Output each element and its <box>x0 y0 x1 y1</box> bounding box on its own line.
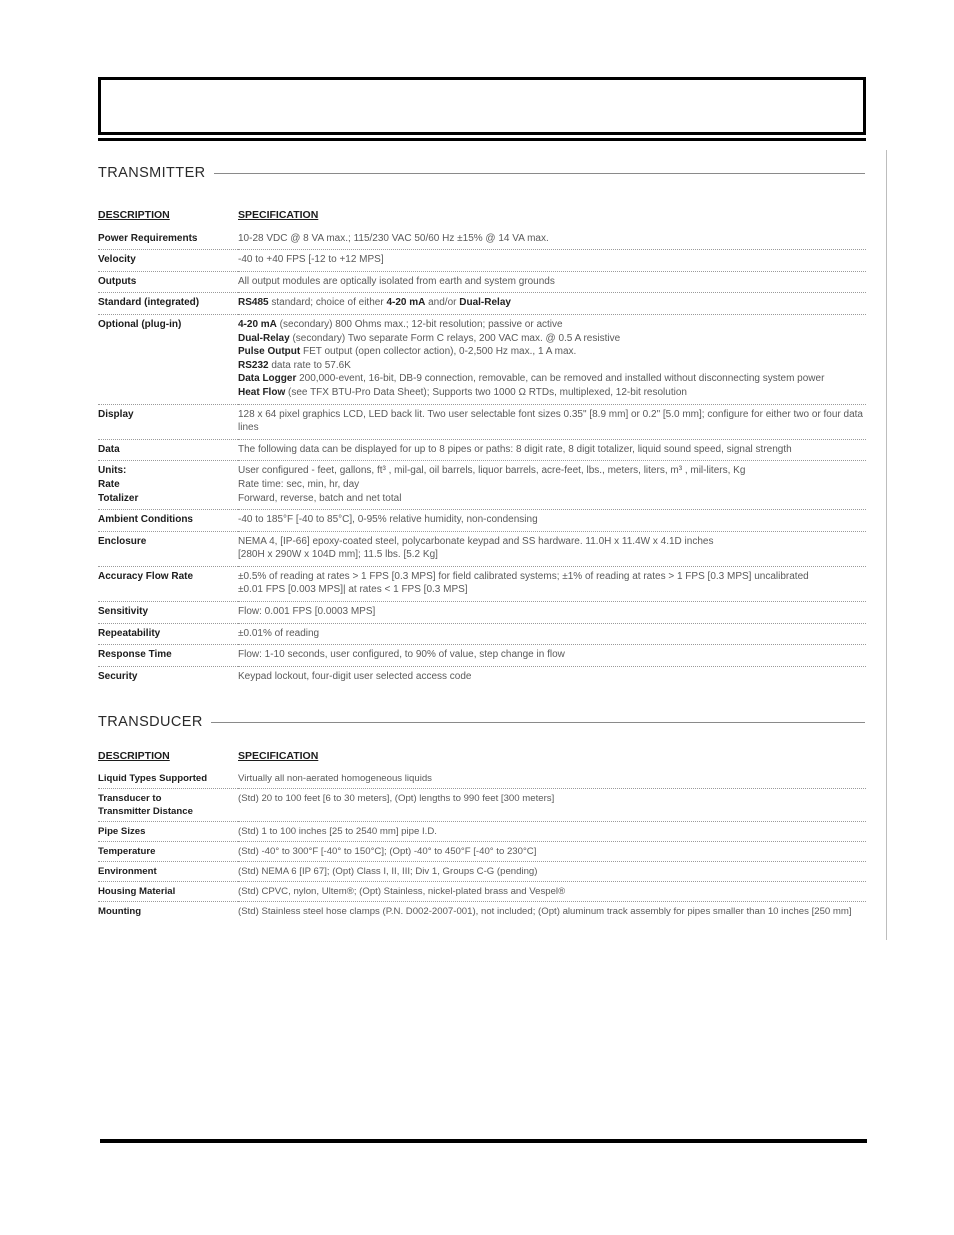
row-spec: -40 to 185°F [-40 to 85°C], 0-95% relative humidity, non-condensing <box>238 510 866 532</box>
table-header-row <box>98 750 866 769</box>
header-rule <box>98 138 866 141</box>
table-header-row <box>98 209 866 229</box>
row-spec: (Std) 20 to 100 feet [6 to 30 meters], (Opt) lengths to 990 feet [300 meters] <box>238 789 866 822</box>
label-line: Totalizer <box>98 492 139 504</box>
table-row <box>98 439 866 461</box>
row-label: Standard (integrated) <box>98 293 238 315</box>
row-label: Power Requirements <box>98 229 238 250</box>
row-label: Data <box>98 439 238 461</box>
spec-line <box>238 318 866 332</box>
spec-line: Forward, reverse, batch and net total <box>238 492 402 504</box>
specification-column-header: SPECIFICATION <box>238 750 319 762</box>
table-row <box>98 645 866 667</box>
spec-text: (see TFX BTU-Pro Data Sheet); Supports two 1000 Ω RTDs, multiplexed, 12-bit resolution <box>285 386 687 398</box>
description-column-header: DESCRIPTION <box>98 750 170 762</box>
row-label: Liquid Types Supported <box>98 769 238 789</box>
spec-line <box>238 372 866 386</box>
row-spec: Virtually all non-aerated homogeneous liquids <box>238 769 866 789</box>
spec-bold-term: 4-20 mA <box>386 297 426 309</box>
row-spec: -40 to +40 FPS [-12 to +12 MPS] <box>238 250 866 272</box>
row-spec: The following data can be displayed for up to 8 pipes or paths: 8 digit rate, 8 digit totalizer, liquid sound speed, signal strength <box>238 439 866 461</box>
row-label: Optional (plug-in) <box>98 314 238 404</box>
spec-text: (secondary) Two separate Form C relays, 200 VAC max. @ 0.5 A resistive <box>289 332 621 344</box>
transducer-spec-table <box>98 750 866 921</box>
table-row <box>98 293 866 315</box>
row-spec: 128 x 64 pixel graphics LCD, LED back lit. Two user selectable font sizes 0.35" [8.9 mm] or 0.2" [5.0 mm]; configure for either two or four data lines <box>238 404 866 439</box>
row-label: Display <box>98 404 238 439</box>
row-label: Environment <box>98 862 238 882</box>
row-spec: ±0.01% of reading <box>238 623 866 645</box>
spec-line: ±0.01 FPS [0.003 MPS]| at rates < 1 FPS [0.3 MPS] <box>238 584 468 596</box>
row-label: Sensitivity <box>98 602 238 624</box>
row-spec: (Std) 1 to 100 inches [25 to 2540 mm] pipe I.D. <box>238 822 866 842</box>
row-spec: Keypad lockout, four-digit user selected access code <box>238 670 472 682</box>
row-label: Repeatability <box>98 623 238 645</box>
spec-text: standard; choice of either <box>268 297 387 309</box>
table-row <box>98 229 866 250</box>
row-label <box>98 789 238 822</box>
row-label <box>98 461 238 510</box>
section-title-rule <box>214 173 865 174</box>
transducer-section-title <box>98 714 865 730</box>
spec-line: NEMA 4, [IP-66] epoxy-coated steel, polycarbonate keypad and SS hardware. 11.0H x 11.4W x 4.1D inches <box>238 535 714 547</box>
table-row <box>98 882 866 902</box>
row-spec: (Std) -40° to 300°F [-40° to 150°C]; (Opt) -40° to 450°F [-40° to 230°C] <box>238 842 866 862</box>
transducer-title-text: TRANSDUCER <box>98 714 203 730</box>
label-line: Transmitter Distance <box>98 806 193 817</box>
table-row <box>98 623 866 645</box>
table-row <box>98 666 866 687</box>
table-row <box>98 271 866 293</box>
row-spec <box>238 314 866 404</box>
row-label: Security <box>98 670 138 682</box>
table-row <box>98 250 866 272</box>
row-spec <box>238 566 866 601</box>
row-spec <box>238 531 866 566</box>
label-line: Transducer to <box>98 793 162 804</box>
row-label: Housing Material <box>98 882 238 902</box>
spec-bold-term: Pulse Output <box>238 346 301 358</box>
table-row <box>98 404 866 439</box>
row-label: Pipe Sizes <box>98 822 238 842</box>
row-label: Enclosure <box>98 531 238 566</box>
spec-bold-term: 4-20 mA <box>238 318 277 330</box>
spec-bold-term: Heat Flow <box>238 386 286 398</box>
row-label: Mounting <box>98 906 142 917</box>
label-line: Units: <box>98 465 127 477</box>
spec-text: and/or <box>425 297 460 309</box>
table-row <box>98 862 866 882</box>
spec-bold-term: Dual-Relay <box>459 297 511 309</box>
spec-line: User configured - feet, gallons, ft³ , mil-gal, oil barrels, liquor barrels, acre-feet, lbs., meters, liters, m³ , mil-liters, Kg <box>238 465 746 477</box>
spec-bold-term: RS485 <box>238 297 269 309</box>
table-row <box>98 902 866 922</box>
table-row <box>98 842 866 862</box>
transmitter-title-text: TRANSMITTER <box>98 165 206 181</box>
row-spec: (Std) NEMA 6 [IP 67]; (Opt) Class I, II, III; Div 1, Groups C-G (pending) <box>238 862 866 882</box>
table-row <box>98 822 866 842</box>
spec-line <box>238 332 866 346</box>
spec-bold-term: Data Logger <box>238 373 297 385</box>
header-box <box>98 77 866 135</box>
table-row <box>98 789 866 822</box>
row-label: Accuracy Flow Rate <box>98 566 238 601</box>
row-spec: Flow: 1-10 seconds, user configured, to 90% of value, step change in flow <box>238 645 866 667</box>
row-label: Temperature <box>98 842 238 862</box>
spec-line <box>238 386 866 400</box>
row-spec: (Std) CPVC, nylon, Ultem®; (Opt) Stainless, nickel-plated brass and Vespel® <box>238 882 866 902</box>
section-title-rule <box>211 722 865 723</box>
spec-line <box>238 359 866 373</box>
spec-text: 200,000-event, 16-bit, DB-9 connection, removable, can be removed and installed without disconnecting system power <box>296 373 825 385</box>
specification-column-header: SPECIFICATION <box>238 209 319 221</box>
spec-text: (secondary) 800 Ohms max.; 12-bit resolution; passive or active <box>276 318 563 330</box>
row-label: Velocity <box>98 250 238 272</box>
row-label: Ambient Conditions <box>98 510 238 532</box>
row-spec: (Std) Stainless steel hose clamps (P.N. D002-2007-001), not included; (Opt) aluminum track assembly for pipes smaller than 10 inches [250 mm] <box>238 906 852 917</box>
row-label: Response Time <box>98 645 238 667</box>
row-label: Outputs <box>98 271 238 293</box>
spec-line <box>238 345 866 359</box>
row-spec: All output modules are optically isolated from earth and system grounds <box>238 271 866 293</box>
spec-bold-term: Dual-Relay <box>238 332 290 344</box>
table-row <box>98 769 866 789</box>
row-spec <box>238 293 866 315</box>
footer-rule <box>100 1139 867 1143</box>
table-row <box>98 461 866 510</box>
transmitter-spec-table <box>98 209 866 687</box>
table-row <box>98 314 866 404</box>
table-row <box>98 531 866 566</box>
table-row <box>98 566 866 601</box>
right-margin-rule <box>886 150 887 940</box>
spec-line: Rate time: sec, min, hr, day <box>238 478 360 490</box>
table-row <box>98 510 866 532</box>
transmitter-section-title <box>98 165 865 181</box>
label-line: Rate <box>98 478 120 490</box>
table-row <box>98 602 866 624</box>
spec-line: [280H x 290W x 104D mm]; 11.5 lbs. [5.2 Kg] <box>238 549 438 561</box>
row-spec <box>238 461 866 510</box>
spec-bold-term: RS232 <box>238 359 269 371</box>
row-spec: 10-28 VDC @ 8 VA max.; 115/230 VAC 50/60 Hz ±15% @ 14 VA max. <box>238 229 866 250</box>
spec-text: data rate to 57.6K <box>268 359 351 371</box>
spec-line: ±0.5% of reading at rates > 1 FPS [0.3 MPS] for field calibrated systems; ±1% of reading at rates > 1 FPS [0.3 MPS] uncalibrated <box>238 570 809 582</box>
description-column-header: DESCRIPTION <box>98 209 170 221</box>
spec-text: FET output (open collector action), 0-2,500 Hz max., 1 A max. <box>300 346 577 358</box>
row-spec: Flow: 0.001 FPS [0.0003 MPS] <box>238 602 866 624</box>
